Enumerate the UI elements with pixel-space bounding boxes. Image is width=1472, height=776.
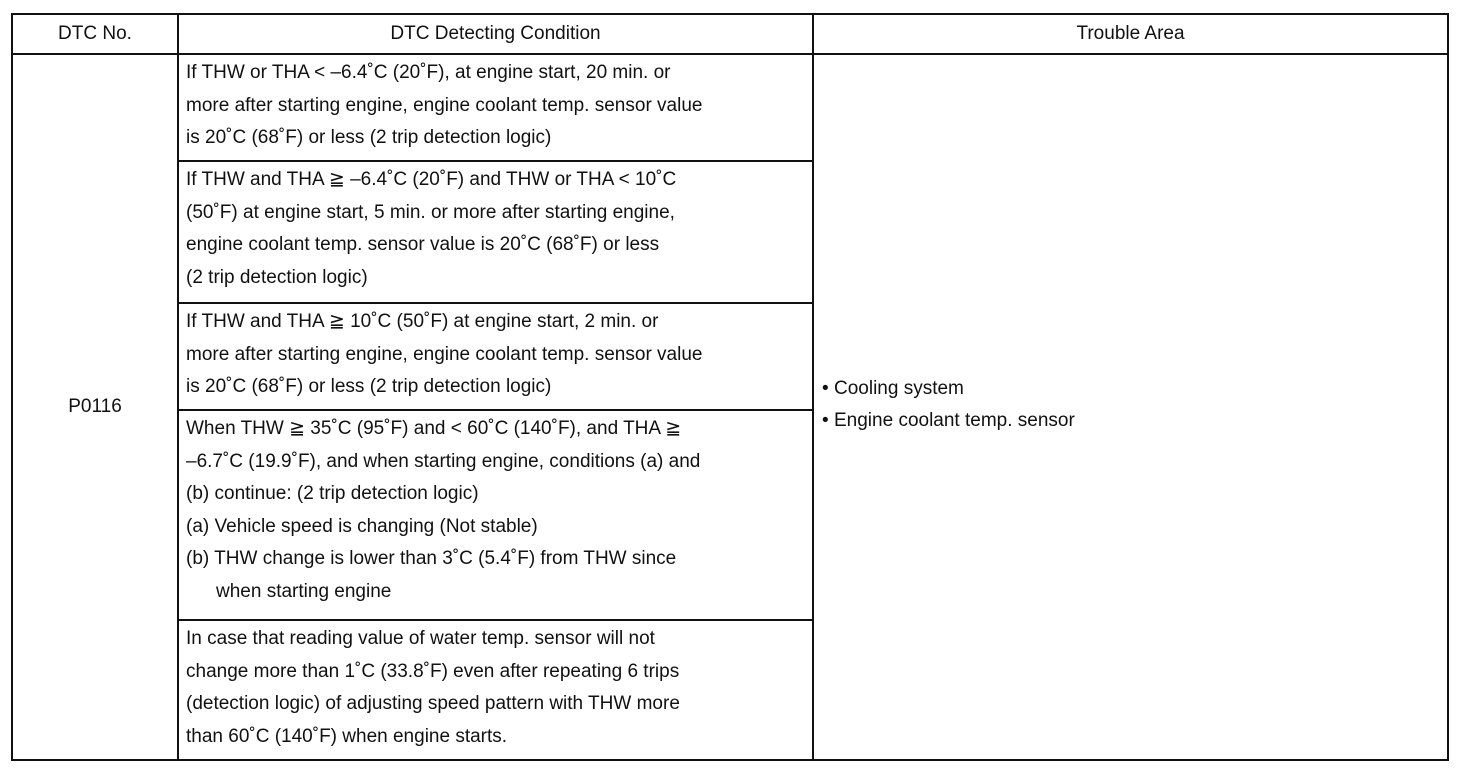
condition-line: (b) continue: (2 trip detection logic): [186, 483, 479, 504]
condition-line: If THW or THA < –6.4˚C (20˚F), at engine start, 20 min. or: [186, 62, 671, 83]
condition-line: –6.7˚C (19.9˚F), and when starting engine, conditions (a) and: [186, 450, 701, 472]
condition-line: (2 trip detection logic): [186, 266, 368, 288]
condition-line: (detection logic) of adjusting speed pattern with THW more: [186, 693, 680, 714]
dtc-code-cell: [12, 54, 178, 760]
bullet-icon: •: [822, 410, 829, 431]
condition-line: If THW and THA ≧ –6.4˚C (20˚F) and THW or THA < 10˚C: [186, 169, 677, 190]
condition-line: is 20˚C (68˚F) or less (2 trip detection logic): [186, 376, 552, 397]
condition-cell-2: [178, 161, 813, 303]
condition-line: In case that reading value of water temp. sensor will not: [186, 628, 655, 649]
condition-line: When THW ≧ 35˚C (95˚F) and < 60˚C (140˚F), and THA ≧: [186, 418, 682, 439]
condition-header: DTC Detecting Condition: [178, 14, 813, 54]
trouble-area-cell: [813, 54, 1448, 760]
bullet-icon: •: [822, 378, 829, 399]
condition-line: engine coolant temp. sensor value is 20˚C (68˚F) or less: [186, 234, 660, 255]
condition-line: when starting engine: [216, 580, 392, 602]
condition-cell-1: [178, 54, 813, 161]
dtc-table: [11, 13, 1449, 761]
trouble-area-text: Cooling system: [834, 378, 964, 399]
condition-line: If THW and THA ≧ 10˚C (50˚F) at engine start, 2 min. or: [186, 311, 659, 332]
trouble-area-item: [822, 405, 1447, 437]
condition-cell-5: [178, 620, 813, 760]
trouble-area-text: Engine coolant temp. sensor: [834, 410, 1075, 431]
condition-line: change more than 1˚C (33.8˚F) even after repeating 6 trips: [186, 660, 680, 682]
condition-line: is 20˚C (68˚F) or less (2 trip detection logic): [186, 127, 552, 148]
dtc-no-header: DTC No.: [12, 14, 178, 54]
condition-row-1: [12, 54, 1448, 161]
condition-line: more after starting engine, engine coolant temp. sensor value: [186, 94, 703, 116]
header-row: [12, 14, 1448, 54]
trouble-area-header: Trouble Area: [813, 14, 1448, 54]
condition-line: (a) Vehicle speed is changing (Not stable): [186, 515, 538, 537]
condition-line: more after starting engine, engine coolant temp. sensor value: [186, 343, 703, 365]
condition-line: than 60˚C (140˚F) when engine starts.: [186, 725, 508, 747]
condition-line: (b) THW change is lower than 3˚C (5.4˚F) from THW since: [186, 548, 677, 569]
condition-cell-3: [178, 303, 813, 410]
condition-cell-4: [178, 410, 813, 620]
condition-line: (50˚F) at engine start, 5 min. or more after starting engine,: [186, 201, 675, 223]
trouble-area-item: [822, 373, 1447, 405]
dtc-code: P0116: [68, 396, 122, 417]
